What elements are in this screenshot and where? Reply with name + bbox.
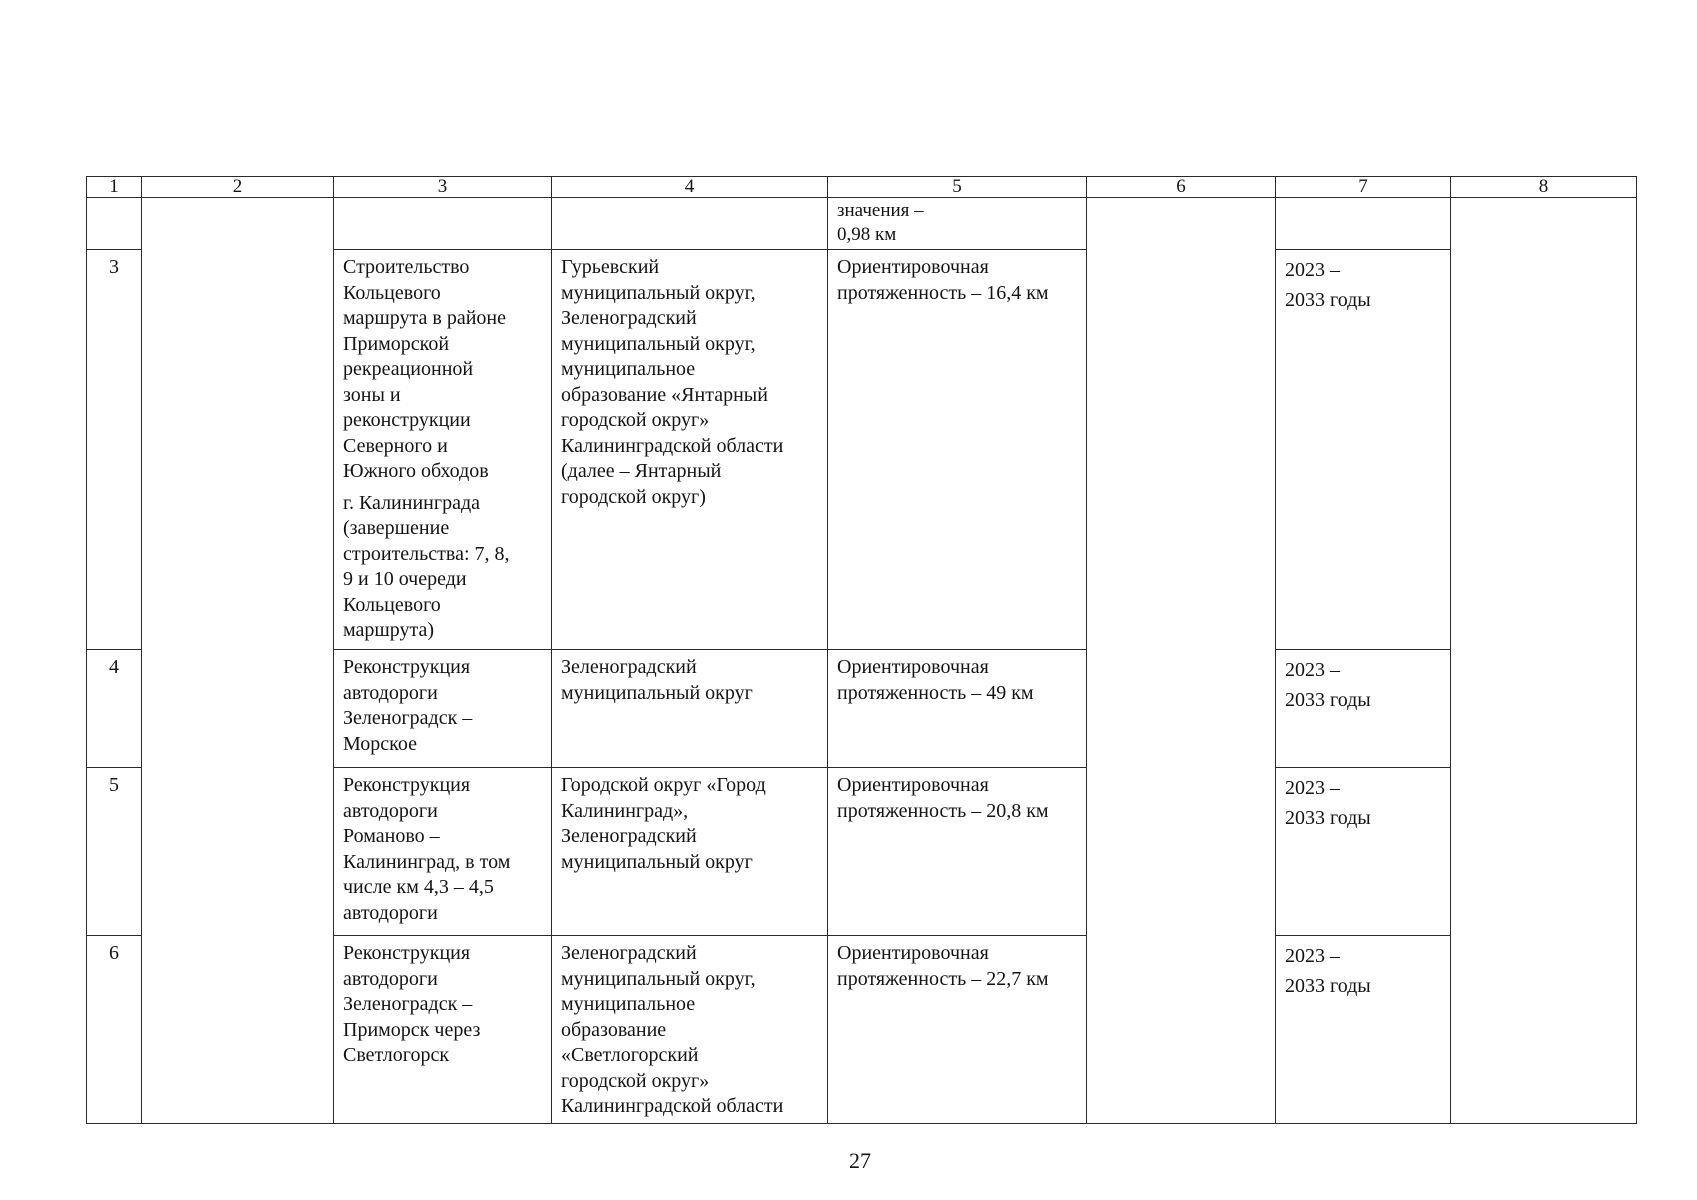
text-line: Северного и [343,434,448,457]
text-line: городской округ» [561,1069,710,1092]
text-line: автодороги [343,901,438,924]
text-line: числе км 4,3 – 4,5 [343,876,494,898]
text-line: реконструкции [343,409,471,431]
column-6-merged-cell [1087,198,1276,1124]
text-line: Кольцевого [343,593,441,616]
text-line: Морское [343,732,417,755]
text-line: Калининград, в том [343,850,511,873]
column-number-1: 1 [87,177,142,198]
text-line: 2023 – [1285,659,1340,681]
text-line: городской округ» [561,409,710,431]
text-line: г. Калининграда [343,491,481,514]
parameters-cell [828,768,1087,936]
text-line: Ориентировочная [837,256,989,278]
text-line: муниципальный округ, [561,967,756,990]
text-line: автодороги [343,967,438,990]
text-line: 2023 – [1285,945,1340,967]
parameters-cell [828,650,1087,768]
text-line: Кольцевого [343,281,441,304]
text-line: Ориентировочная [837,774,989,796]
text-line: образование «Янтарный [561,383,768,406]
text-line: Реконструкция [343,656,471,678]
column-number-5: 5 [828,177,1087,198]
text-line: Зеленоградский [561,825,697,847]
text-line: Калининградской области [561,1095,784,1117]
text-line: Строительство [343,256,470,278]
row-number: 6 [87,936,142,1124]
continuation-num-cell [87,198,142,250]
text-line: 2033 годы [1285,289,1371,311]
text-line: зоны и [343,383,401,406]
text-line: автодороги [343,799,438,822]
continuation-row [87,198,1637,250]
location-cell [552,650,828,768]
parameters-cell [828,936,1087,1124]
column-number-4: 4 [552,177,828,198]
text-line: протяженность – 49 км [837,681,1034,704]
text-line: муниципальное [561,993,696,1015]
column-8-merged-cell [1451,198,1637,1124]
text-line: Городской округ «Город [561,774,766,796]
continuation-period-cell [1276,198,1451,250]
continuation-name-cell [334,198,552,250]
period-cell [1276,768,1451,936]
text-line: Зеленоградский [561,656,697,678]
text-line: муниципальный округ [561,850,753,873]
text-line: Калининград», [561,799,689,822]
text-line: (завершение [343,517,450,539]
text-line: (далее – Янтарный [561,460,722,482]
text-line: Приморск через [343,1018,481,1041]
text-line: Зеленоградск – [343,707,473,729]
location-cell [552,250,828,650]
period-cell [1276,936,1451,1124]
text-line: 0,98 км [837,224,897,245]
text-line: Зеленоградский [561,942,697,964]
text-line: Реконструкция [343,774,471,796]
text-line: рекреационной [343,358,474,380]
continuation-parameters-cell [828,198,1087,250]
text-line: Калининградской области [561,434,784,457]
row-number: 5 [87,768,142,936]
text-line: Реконструкция [343,942,471,964]
text-line: 2033 годы [1285,807,1371,829]
period-cell [1276,650,1451,768]
text-line: Зеленоградский [561,307,697,329]
parameters-cell [828,250,1087,650]
column-2-merged-cell [142,198,334,1124]
location-cell [552,936,828,1124]
column-number-8: 8 [1451,177,1637,198]
text-line: 2023 – [1285,777,1340,799]
object-name-cell [334,250,552,650]
continuation-location-cell [552,198,828,250]
text-line: образование [561,1018,667,1041]
object-name-cell [334,768,552,936]
text-line: 2033 годы [1285,975,1371,997]
text-line: муниципальный округ, [561,332,756,355]
text-line: Приморской [343,332,450,355]
text-line: автодороги [343,681,438,704]
text-line: строительства: 7, 8, [343,542,510,565]
period-cell [1276,250,1451,650]
text-line: Южного обходов [343,460,489,482]
column-number-2: 2 [142,177,334,198]
column-number-3: 3 [334,177,552,198]
text-line: протяженность – 22,7 км [837,967,1049,990]
text-line: Гурьевский [561,256,660,278]
text-line: муниципальный округ, [561,281,756,304]
text-line: маршрута в районе [343,307,506,329]
object-name-cell [334,936,552,1124]
text-line: Светлогорск [343,1044,450,1066]
text-line: 9 и 10 очереди [343,568,467,590]
location-cell [552,768,828,936]
text-line: значения – [837,200,924,221]
row-number: 3 [87,250,142,650]
text-line: Ориентировочная [837,942,989,964]
column-number-7: 7 [1276,177,1451,198]
column-number-6: 6 [1087,177,1276,198]
text-line: 2023 – [1285,259,1340,281]
text-line: «Светлогорский [561,1044,699,1066]
text-line: Зеленоградск – [343,993,473,1015]
text-line: маршрута) [343,619,435,641]
text-line: протяженность – 16,4 км [837,281,1049,304]
text-line: муниципальное [561,358,696,380]
column-number-header-row [87,177,1637,198]
text-line: муниципальный округ [561,681,753,704]
text-line: городской округ) [561,485,706,508]
text-line: Ориентировочная [837,656,989,678]
text-line: протяженность – 20,8 км [837,799,1049,822]
document-table [86,176,1637,1124]
text-line: Романово – [343,825,440,847]
object-name-cell [334,650,552,768]
page-number: 27 [849,1148,871,1173]
text-line: 2033 годы [1285,689,1371,711]
row-number: 4 [87,650,142,768]
